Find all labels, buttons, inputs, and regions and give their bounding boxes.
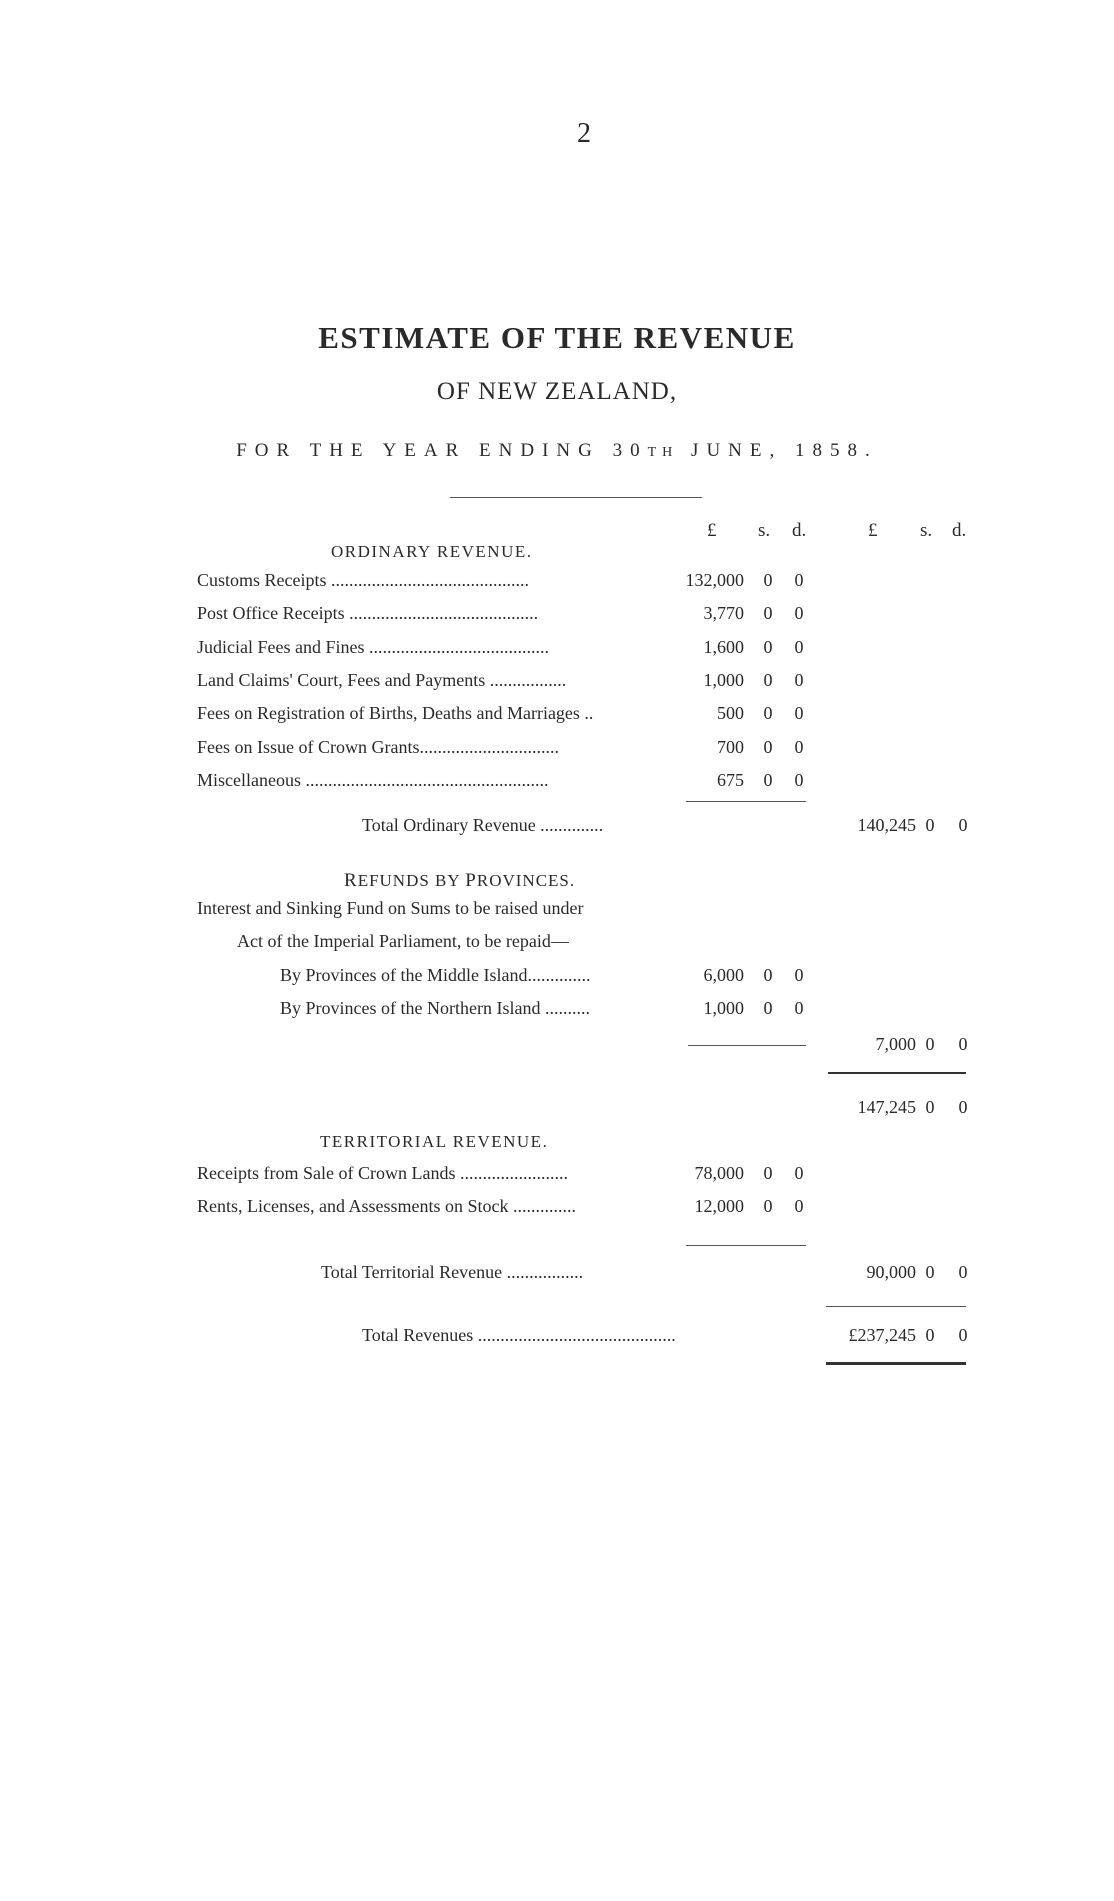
territorial-total-s: 0: [925, 1262, 935, 1282]
document-subtitle: OF NEW ZEALAND,: [436, 378, 678, 405]
col-shillings-header-2: s.: [920, 520, 933, 541]
line-item-pounds: 675: [717, 769, 744, 790]
col-pounds-header: £: [707, 520, 717, 541]
document-title: ESTIMATE OF THE REVENUE: [318, 320, 796, 355]
line-item-pence: 0: [794, 570, 804, 590]
line-item-label: Land Claims' Court, Fees and Payments .................: [197, 669, 567, 690]
line-item-pence: 0: [794, 703, 804, 724]
grand-total-d: 0: [958, 1325, 968, 1345]
line-item-shillings: 0: [763, 703, 773, 724]
line-item-label: Customs Receipts ............................................: [197, 570, 529, 590]
fiscal-period: [0, 440, 1114, 462]
line-item-shillings: 0: [763, 736, 773, 757]
line-item-label: By Provinces of the Middle Island..............: [280, 965, 591, 985]
territorial-total-d: 0: [958, 1262, 968, 1282]
title-rule: [450, 497, 702, 498]
ordinary-total-pounds: 140,245: [857, 815, 916, 835]
line-item-pounds: 1,000: [703, 669, 744, 690]
refunds-total-s: 0: [925, 1034, 935, 1054]
line-item-label: Fees on Issue of Crown Grants...............................: [197, 736, 559, 757]
ordinary-total-label: Total Ordinary Revenue ..............: [362, 815, 604, 835]
grand-total-double-rule: [826, 1362, 966, 1365]
line-item-shillings: 0: [763, 669, 773, 690]
line-item-pounds: 700: [717, 736, 744, 757]
subtotal-s: 0: [925, 1097, 935, 1117]
grand-total-label: Total Revenues ............................................: [362, 1325, 676, 1345]
line-item-pounds: 500: [717, 703, 744, 724]
line-item-label: Rents, Licenses, and Assessments on Stock ..............: [197, 1196, 576, 1216]
territorial-total-pounds: 90,000: [866, 1262, 916, 1282]
line-item-pounds: 78,000: [694, 1163, 744, 1183]
refunds-description-line1: Interest and Sinking Fund on Sums to be raised under: [197, 898, 584, 918]
line-item-pence: 0: [794, 1163, 804, 1183]
grand-total-s: 0: [925, 1325, 935, 1345]
line-item-pence: 0: [794, 636, 804, 657]
line-item-pence: 0: [794, 736, 804, 757]
grand-total-pounds: £237,245: [848, 1325, 916, 1345]
line-item-shillings: 0: [763, 965, 773, 985]
line-item-shillings: 0: [763, 603, 773, 624]
page-number: 2: [577, 118, 591, 149]
line-item-pounds: 12,000: [694, 1196, 744, 1216]
line-item-shillings: 0: [763, 1163, 773, 1183]
ordinary-total-s: 0: [925, 815, 935, 835]
line-item-pence: 0: [794, 669, 804, 690]
line-item-pounds: 3,770: [703, 603, 744, 624]
refunds-heading-part2: ROVINCES.: [476, 871, 576, 890]
col-pounds-header-2: £: [868, 520, 878, 541]
subtotal-d: 0: [958, 1097, 968, 1117]
line-item-label: Post Office Receipts ..........................................: [197, 603, 539, 624]
col-shillings-header: s.: [758, 520, 771, 541]
ordinary-sum-rule: [686, 801, 806, 802]
period-tail: JUNE, 1858.: [678, 440, 878, 461]
territorial-sum-rule: [686, 1245, 806, 1246]
col-pence-header: d.: [792, 520, 807, 541]
line-item-label: Receipts from Sale of Crown Lands ........................: [197, 1163, 568, 1183]
territorial-total-label: Total Territorial Revenue .................: [321, 1262, 584, 1282]
line-item-pence: 0: [794, 769, 804, 790]
line-item-pence: 0: [794, 1196, 804, 1216]
territorial-revenue-heading: TERRITORIAL REVENUE.: [320, 1132, 549, 1151]
refunds-heading-cap-p: P: [465, 870, 477, 891]
line-item-shillings: 0: [763, 998, 773, 1018]
line-item-label: By Provinces of the Northern Island ..........: [280, 998, 590, 1018]
refunds-sum-rule: [688, 1045, 806, 1046]
refunds-heading-cap-r: R: [344, 870, 358, 891]
line-item-shillings: 0: [763, 636, 773, 657]
line-item-pounds: 132,000: [685, 570, 744, 590]
refunds-total-d: 0: [958, 1034, 968, 1054]
line-item-pence: 0: [794, 998, 804, 1018]
line-item-pence: 0: [794, 965, 804, 985]
ordinary-revenue-heading: ORDINARY REVENUE.: [331, 542, 533, 561]
refunds-description-line2: Act of the Imperial Parliament, to be repaid—: [237, 931, 569, 951]
subtotal-rule: [828, 1072, 966, 1074]
line-item-pounds: 6,000: [703, 965, 744, 985]
refunds-heading: [344, 870, 575, 892]
subtotal-pounds: 147,245: [857, 1097, 916, 1117]
line-item-shillings: 0: [763, 570, 773, 590]
line-item-pounds: 1,600: [703, 636, 744, 657]
period-ordinal: TH: [647, 445, 679, 460]
line-item-label: Fees on Registration of Births, Deaths and Marriages ..: [197, 703, 594, 724]
line-item-shillings: 0: [763, 1196, 773, 1216]
line-item-shillings: 0: [763, 769, 773, 790]
col-pence-header-2: d.: [952, 520, 967, 541]
line-item-pence: 0: [794, 603, 804, 624]
line-item-label: Miscellaneous ......................................................: [197, 769, 549, 790]
grand-total-rule: [826, 1306, 966, 1307]
refunds-heading-part1: EFUNDS BY: [357, 871, 466, 890]
line-item-pounds: 1,000: [703, 998, 744, 1018]
line-item-label: Judicial Fees and Fines ........................................: [197, 636, 549, 657]
period-lead: FOR THE YEAR ENDING 30: [236, 440, 648, 461]
refunds-total-pounds: 7,000: [875, 1034, 916, 1054]
ordinary-total-d: 0: [958, 815, 968, 835]
